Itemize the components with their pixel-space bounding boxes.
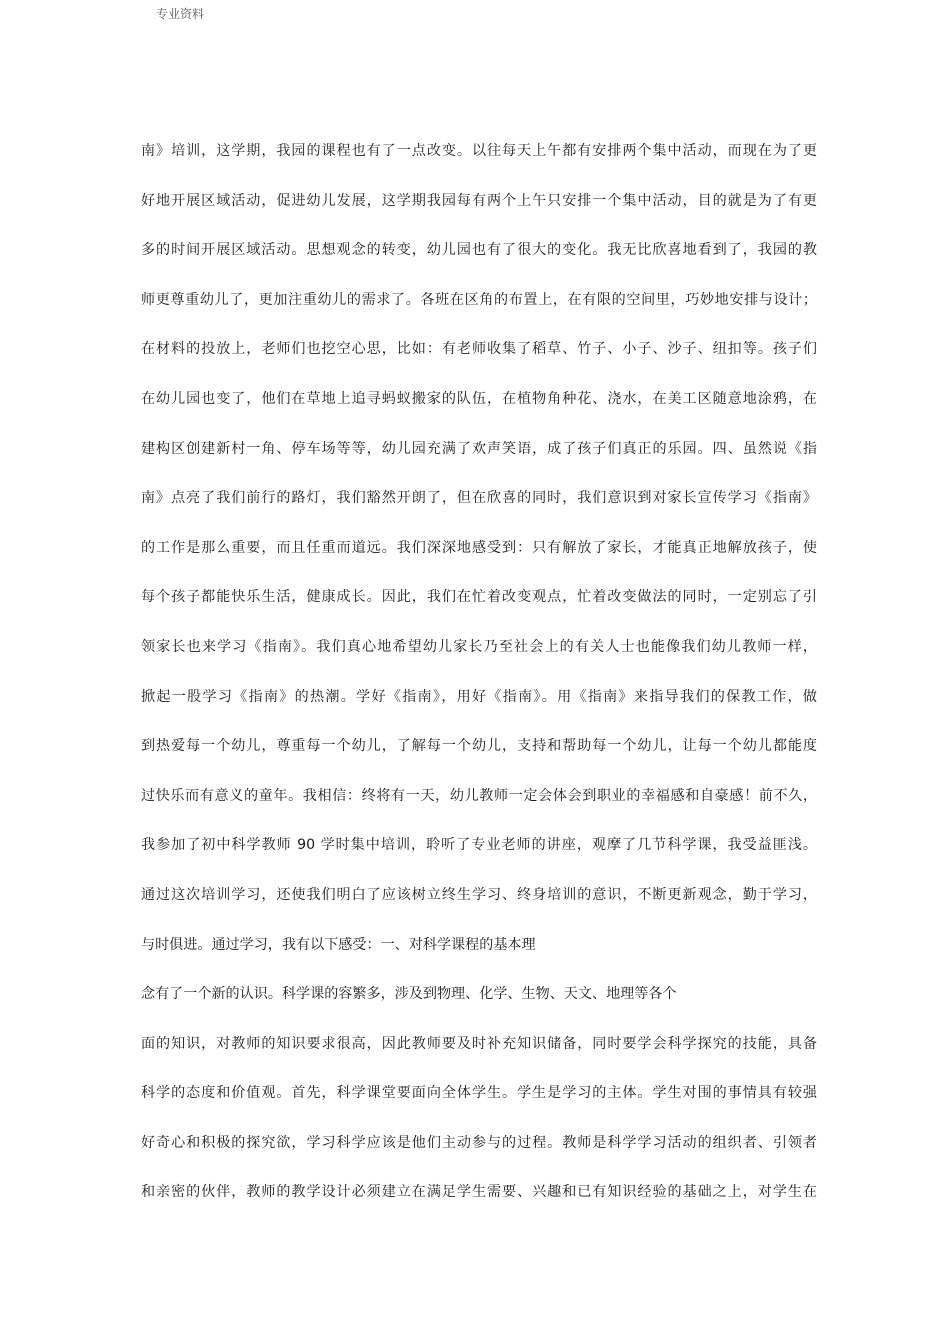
text-line: 掀起一股学习《指南》的热潮。学好《指南》，用好《指南》。用《指南》来指导我们的保教工作，做 xyxy=(141,688,817,705)
text-line: 在材料的投放上，老师们也挖空心思，比如：有老师收集了稻草、竹子、小子、沙子、纽扣等。孩子们 xyxy=(141,341,817,358)
text-line: 南》培训，这学期，我园的课程也有了一点改变。以往每天上午都有安排两个集中活动，而现在为了更 xyxy=(141,143,817,159)
text-line: 科学的态度和价值观。首先，科学课堂要面向全体学生。学生是学习的主体。学生对围的事情具有较强 xyxy=(141,1085,817,1102)
text-line: 南》点亮了我们前行的路灯，我们豁然开朗了，但在欣喜的同时，我们意识到对家长宣传学习《指南》 xyxy=(141,490,817,507)
text-line: 面的知识，对教师的知识要求很高，因此教师要及时补充知识储备，同时要学会科学探究的技能，具备 xyxy=(141,1035,817,1052)
text-line: 每个孩子都能快乐生活，健康成长。因此，我们在忙着改变观点，忙着改变做法的同时，一定别忘了引 xyxy=(141,589,817,606)
text-line: 过快乐而有意义的童年。我相信：终将有一天，幼儿教师一定会体会到职业的幸福感和自豪感！前不久， xyxy=(141,787,817,804)
text-line: 好奇心和积极的探究欲，学习科学应该是他们主动参与的过程。教师是科学学习活动的组织者、引领者 xyxy=(141,1134,817,1151)
text-line: 念有了一个新的认识。科学课的容繁多，涉及到物理、化学、生物、天文、地理等各个 xyxy=(141,986,677,1003)
text-line: 的工作是那么重要，而且任重而道远。我们深深地感受到：只有解放了家长，才能真正地解放孩子，使 xyxy=(141,539,817,556)
text-line: 通过这次培训学习，还使我们明白了应该树立终生学习、终身培训的意识，不断更新观念，勤于学习， xyxy=(141,886,817,903)
text-line: 和亲密的伙伴，教师的教学设计必须建立在满足学生需要、兴趣和已有知识经验的基础之上，对学生在 xyxy=(141,1184,817,1201)
text-line: 好地开展区域活动，促进幼儿发展，这学期我园每有两个上午只安排一个集中活动，目的就是为了有更 xyxy=(141,192,817,209)
text-line: 到热爱每一个幼儿，尊重每一个幼儿，了解每一个幼儿，支持和帮助每一个幼儿，让每一个幼儿都能度 xyxy=(141,738,817,755)
header-tag: 专业资料 xyxy=(156,7,205,21)
document-body xyxy=(141,140,817,1231)
text-line: 多的时间开展区域活动。思想观念的转变，幼儿园也有了很大的变化。我无比欣喜地看到了，我园的教 xyxy=(141,242,817,259)
text-line: 我参加了初中科学教师 90 学时集中培训，聆听了专业老师的讲座，观摩了几节科学课，我受益匪浅。 xyxy=(141,837,817,854)
text-line: 师更尊重幼儿了，更加注重幼儿的需求了。各班在区角的布置上，在有限的空间里，巧妙地安排与设计； xyxy=(141,291,817,308)
text-line: 与时俱进。通过学习，我有以下感受：一、对科学课程的基本理 xyxy=(141,936,536,953)
text-line: 在幼儿园也变了，他们在草地上追寻蚂蚁搬家的队伍，在植物角种花、浇水，在美工区随意地涂鸦，在 xyxy=(141,390,817,407)
text-line: 领家长也来学习《指南》。我们真心地希望幼儿家长乃至社会上的有关人士也能像我们幼儿教师一样， xyxy=(141,638,817,655)
text-line: 建构区创建新村一角、停车场等等，幼儿园充满了欢声笑语，成了孩子们真正的乐园。四、虽然说《指 xyxy=(141,440,817,457)
